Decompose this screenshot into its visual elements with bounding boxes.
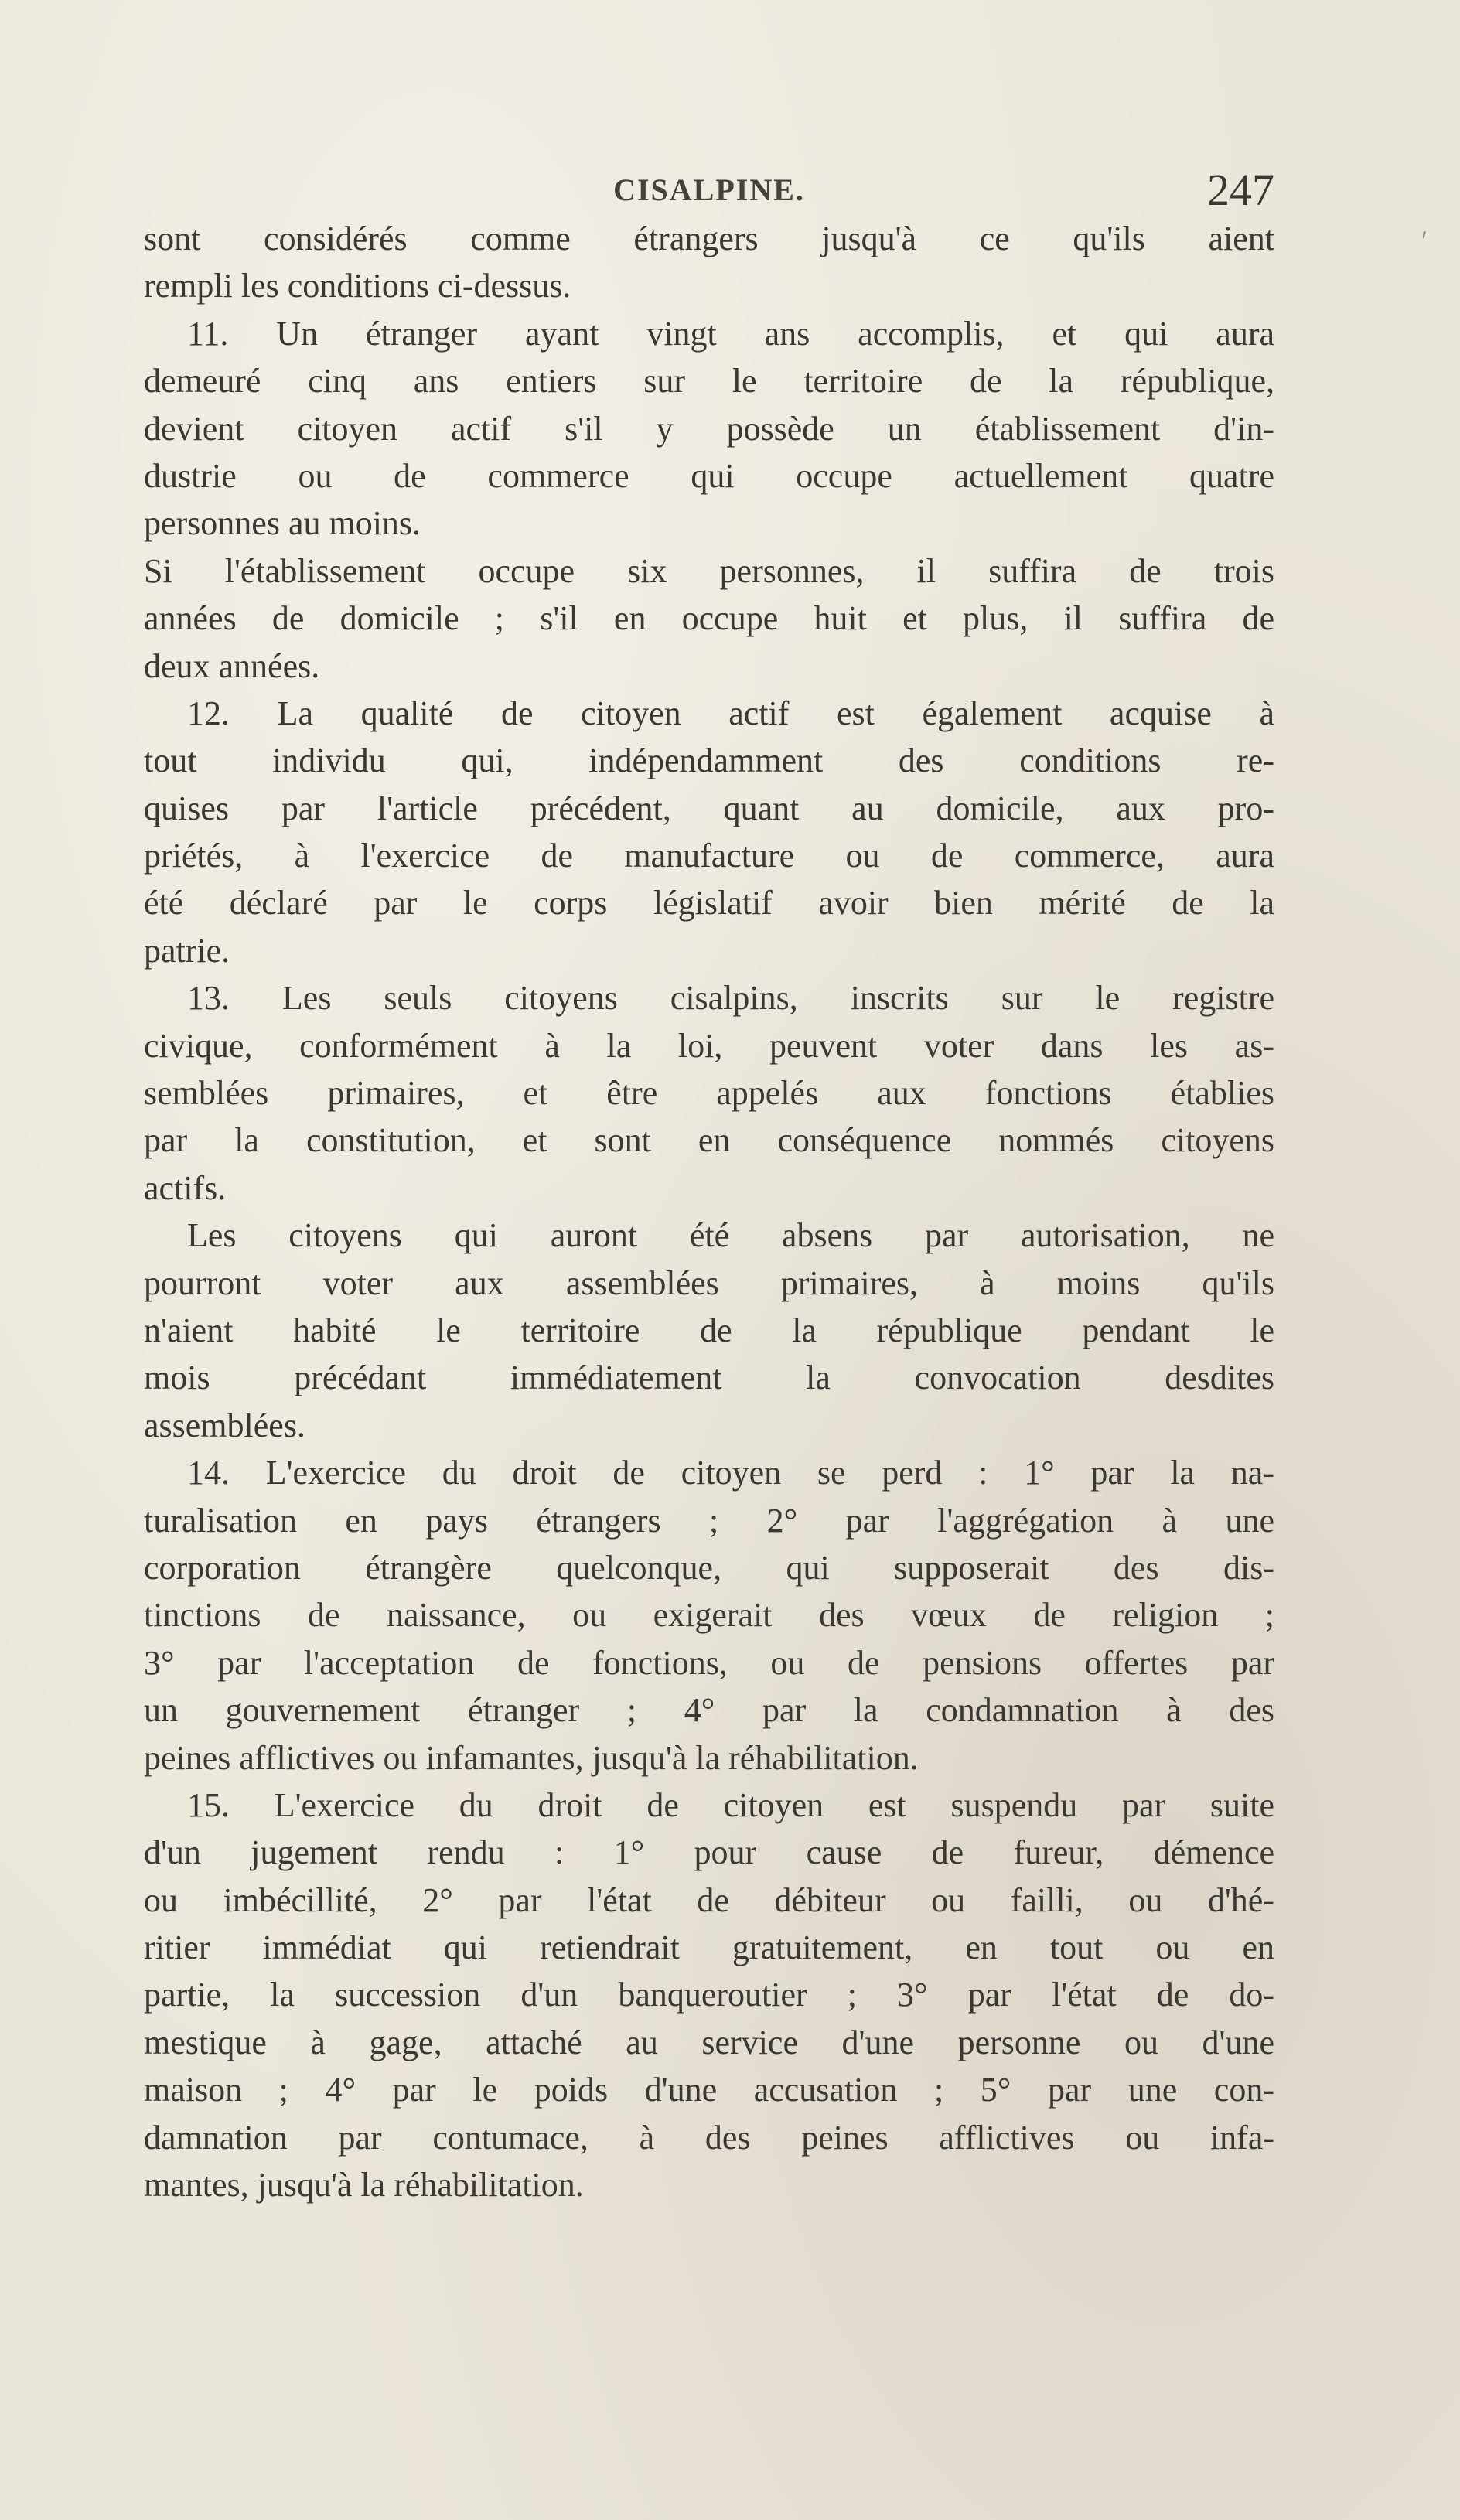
text-line: partie, la succession d'un banqueroutier ; 3° par l'état de do- (144, 1976, 1274, 2014)
text-line: quises par l'article précédent, quant au domicile, aux pro- (144, 789, 1274, 827)
text-line: Les citoyens qui auront été absens par autorisation, ne (187, 1216, 1274, 1255)
text-line: mantes, jusqu'à la réhabilitation. (144, 2166, 584, 2205)
text-line: 12. La qualité de citoyen actif est également acquise à (187, 694, 1274, 732)
text-line: pourront voter aux assemblées primaires, à moins qu'ils (144, 1263, 1274, 1302)
text-line: été déclaré par le corps législatif avoir bien mérité de la (144, 884, 1274, 922)
text-line: rempli les conditions ci-dessus. (144, 267, 571, 305)
text-line: maison ; 4° par le poids d'une accusation ; 5° par une con- (144, 2071, 1274, 2109)
running-head (144, 164, 1274, 218)
text-line: 14. L'exercice du droit de citoyen se perd : 1° par la na- (187, 1454, 1274, 1492)
text-line: corporation étrangère quelconque, qui supposerait des dis- (144, 1548, 1274, 1587)
text-line: dustrie ou de commerce qui occupe actuellement quatre (144, 456, 1274, 495)
text-line: peines afflictives ou infamantes, jusqu'à la réhabilitation. (144, 1738, 919, 1777)
text-line: priétés, à l'exercice de manufacture ou de commerce, aura (144, 837, 1274, 875)
text-line: 13. Les seuls citoyens cisalpins, inscrits sur le registre (187, 979, 1274, 1018)
text-line: sont considérés comme étrangers jusqu'à ce qu'ils aient (144, 220, 1274, 257)
text-line: 15. L'exercice du droit de citoyen est suspendu par suite (187, 1785, 1274, 1824)
text-line: devient citoyen actif s'il y possède un établissement d'in- (144, 409, 1274, 448)
text-line: 3° par l'acceptation de fonctions, ou de pensions offertes par (144, 1643, 1274, 1682)
text-line: mois précédant immédiatement la convocation desdites (144, 1359, 1274, 1397)
text-line: Si l'établissement occupe six personnes, il suffira de trois (144, 551, 1274, 590)
text-line: d'un jugement rendu : 1° pour cause de fureur, démence (144, 1833, 1274, 1872)
text-line: assemblées. (144, 1406, 305, 1444)
text-line: tinctions de naissance, ou exigerait des vœux de religion ; (144, 1596, 1274, 1635)
text-line: n'aient habité le territoire de la république pendant le (144, 1311, 1274, 1349)
text-line: demeuré cinq ans entiers sur le territoire de la république, (144, 362, 1274, 401)
page-number: 247 (1207, 165, 1274, 215)
text-line: damnation par contumace, à des peines afflictives ou infa- (144, 2118, 1274, 2157)
text-line: tout individu qui, indépendamment des conditions re- (144, 742, 1274, 780)
text-line: ritier immédiat qui retiendrait gratuitement, en tout ou en (144, 1928, 1274, 1967)
text-line: deux années. (144, 646, 320, 685)
text-line: par la constitution, et sont en conséquence nommés citoyens (144, 1121, 1274, 1160)
text-line: patrie. (144, 931, 230, 970)
text-line: personnes au moins. (144, 504, 421, 543)
text-line: années de domicile ; s'il en occupe huit et plus, il suffira de (144, 599, 1274, 638)
text-line: semblées primaires, et être appelés aux fonctions établies (144, 1074, 1274, 1113)
text-line: mestique à gage, attaché au service d'une personne ou d'une (144, 2023, 1274, 2061)
body-text (144, 215, 1274, 2208)
text-line: actifs. (144, 1168, 227, 1207)
text-line: civique, conformément à la loi, peuvent voter dans les as- (144, 1026, 1274, 1065)
text-line: ou imbécillité, 2° par l'état de débiteur ou failli, ou d'hé- (144, 1881, 1274, 1919)
text-line: 11. Un étranger ayant vingt ans accomplis, et qui aura (187, 314, 1274, 353)
running-title: CISALPINE. (613, 172, 805, 207)
text-line: turalisation en pays étrangers ; 2° par l'aggrégation à une (144, 1501, 1274, 1540)
text-line: un gouvernement étranger ; 4° par la condamnation à des (144, 1691, 1274, 1730)
margin-mark: ′ (1421, 225, 1428, 256)
